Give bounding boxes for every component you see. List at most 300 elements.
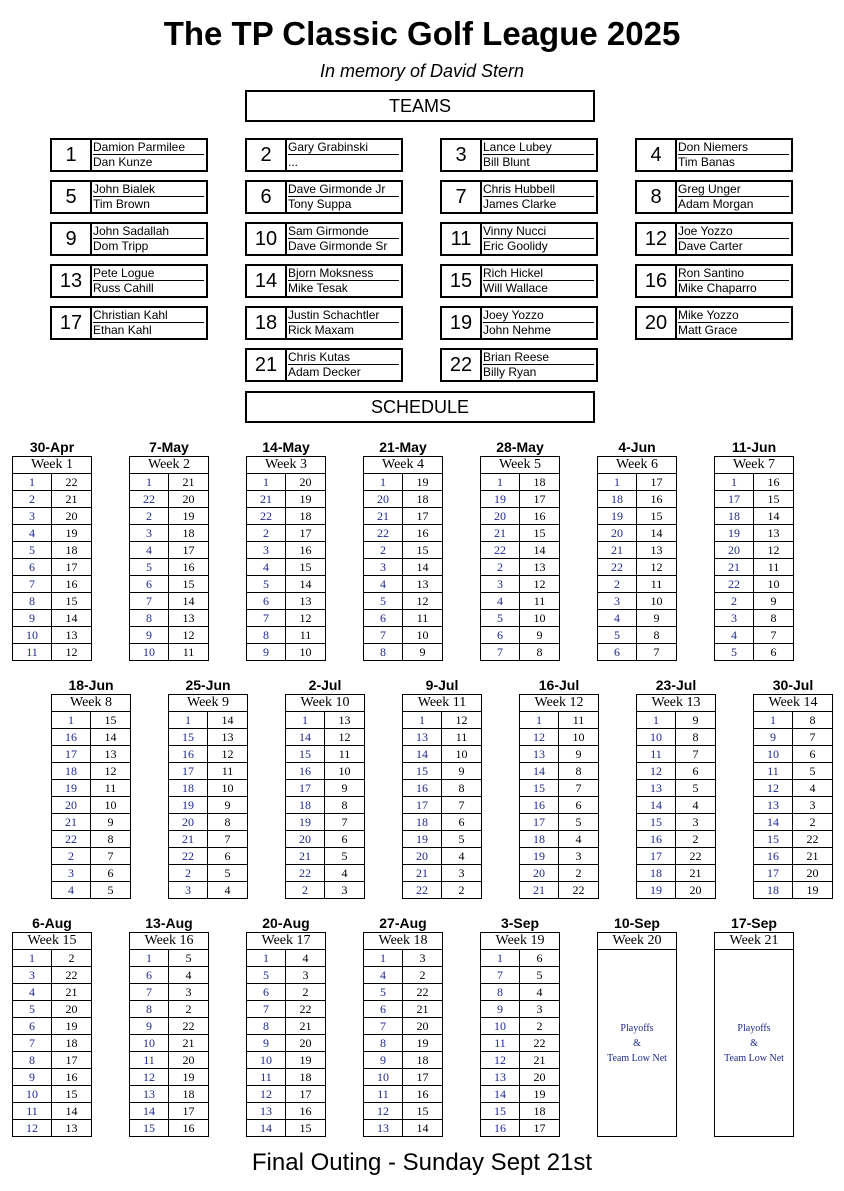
home-team: 17 bbox=[286, 780, 325, 796]
match-row bbox=[364, 950, 442, 967]
home-team: 1 bbox=[52, 712, 91, 728]
team-card bbox=[440, 222, 598, 256]
week-block bbox=[714, 915, 794, 1137]
playoffs-note-line: Team Low Net bbox=[724, 1052, 784, 1064]
team-player-2: Billy Ryan bbox=[483, 365, 537, 379]
match-row bbox=[286, 763, 364, 780]
home-team: 20 bbox=[52, 797, 91, 813]
match-row bbox=[364, 593, 442, 610]
match-row bbox=[754, 814, 832, 831]
week-date: 16-Jul bbox=[538, 677, 580, 693]
away-team: 21 bbox=[689, 866, 702, 880]
home-team: 6 bbox=[598, 644, 637, 660]
match-row bbox=[52, 729, 130, 746]
home-team: 17 bbox=[52, 746, 91, 762]
home-team: 18 bbox=[754, 882, 793, 898]
away-team: 6 bbox=[224, 849, 231, 863]
week-date: 23-Jul bbox=[655, 677, 697, 693]
match-row bbox=[13, 525, 91, 542]
home-team: 15 bbox=[130, 1120, 169, 1136]
away-team: 10 bbox=[338, 764, 351, 778]
home-team: 7 bbox=[481, 967, 520, 983]
home-team: 5 bbox=[598, 627, 637, 643]
week-label: Week 13 bbox=[637, 695, 715, 712]
match-row bbox=[169, 848, 247, 865]
away-team: 12 bbox=[338, 730, 351, 744]
away-team: 16 bbox=[533, 509, 546, 523]
match-row bbox=[598, 576, 676, 593]
home-team: 2 bbox=[13, 491, 52, 507]
away-team: 9 bbox=[419, 645, 426, 659]
away-team: 18 bbox=[533, 1104, 546, 1118]
team-player-2: Tim Brown bbox=[93, 197, 150, 211]
match-row bbox=[130, 1001, 208, 1018]
match-row bbox=[403, 729, 481, 746]
away-team: 2 bbox=[458, 883, 465, 897]
match-row bbox=[52, 865, 130, 882]
home-team: 1 bbox=[13, 950, 52, 966]
away-team: 3 bbox=[341, 883, 348, 897]
home-team: 22 bbox=[286, 865, 325, 881]
playoffs-note-line: Playoffs bbox=[737, 1022, 771, 1034]
away-team: 18 bbox=[416, 1053, 429, 1067]
away-team: 17 bbox=[299, 1087, 312, 1101]
away-team: 6 bbox=[107, 866, 114, 880]
away-team: 6 bbox=[341, 832, 348, 846]
away-team: 16 bbox=[182, 560, 195, 574]
week-label: Week 7 bbox=[715, 457, 793, 474]
away-team: 13 bbox=[533, 560, 546, 574]
week-date: 27-Aug bbox=[379, 915, 427, 931]
team-player-1: Joey Yozzo bbox=[483, 308, 594, 323]
match-row bbox=[52, 831, 130, 848]
home-team: 7 bbox=[247, 610, 286, 626]
match-row bbox=[130, 967, 208, 984]
match-row bbox=[247, 525, 325, 542]
match-row bbox=[520, 848, 598, 865]
away-team: 8 bbox=[809, 713, 816, 727]
away-team: 3 bbox=[575, 849, 582, 863]
match-row bbox=[247, 950, 325, 967]
away-team: 14 bbox=[182, 594, 195, 608]
team-player-1: Lance Lubey bbox=[483, 140, 594, 155]
match-row bbox=[13, 644, 91, 660]
away-team: 19 bbox=[182, 509, 195, 523]
match-row bbox=[169, 780, 247, 797]
away-team: 5 bbox=[458, 832, 465, 846]
match-row bbox=[364, 1103, 442, 1120]
away-team: 18 bbox=[299, 1070, 312, 1084]
away-team: 12 bbox=[104, 764, 117, 778]
away-team: 9 bbox=[536, 628, 543, 642]
home-team: 20 bbox=[481, 508, 520, 524]
away-team: 5 bbox=[692, 781, 699, 795]
away-team: 15 bbox=[65, 1087, 78, 1101]
home-team: 18 bbox=[598, 491, 637, 507]
team-player-1: Chris Kutas bbox=[288, 350, 399, 365]
team-card bbox=[440, 348, 598, 382]
match-row bbox=[481, 1103, 559, 1120]
team-player-2: Russ Cahill bbox=[93, 281, 154, 295]
team-card bbox=[440, 138, 598, 172]
home-team: 2 bbox=[364, 542, 403, 558]
match-row bbox=[520, 831, 598, 848]
week-label: Week 11 bbox=[403, 695, 481, 712]
match-row bbox=[130, 508, 208, 525]
home-team: 7 bbox=[130, 593, 169, 609]
match-row bbox=[364, 1086, 442, 1103]
match-row bbox=[481, 1120, 559, 1136]
week-label: Week 9 bbox=[169, 695, 247, 712]
match-row bbox=[520, 814, 598, 831]
home-team: 20 bbox=[598, 525, 637, 541]
away-team: 8 bbox=[341, 798, 348, 812]
match-row bbox=[247, 1035, 325, 1052]
match-row bbox=[247, 491, 325, 508]
playoffs-note-line: & bbox=[750, 1037, 758, 1049]
home-team: 9 bbox=[130, 627, 169, 643]
team-card bbox=[440, 264, 598, 298]
match-row bbox=[130, 525, 208, 542]
home-team: 12 bbox=[130, 1069, 169, 1085]
match-row bbox=[286, 729, 364, 746]
match-row bbox=[130, 1103, 208, 1120]
home-team: 4 bbox=[13, 984, 52, 1000]
match-row bbox=[403, 882, 481, 898]
team-number: 4 bbox=[637, 140, 677, 170]
week-date: 30-Apr bbox=[29, 439, 75, 455]
home-team: 1 bbox=[715, 474, 754, 490]
week-date: 30-Jul bbox=[772, 677, 814, 693]
match-row bbox=[715, 525, 793, 542]
away-team: 21 bbox=[299, 1019, 312, 1033]
away-team: 12 bbox=[650, 560, 663, 574]
team-card bbox=[50, 306, 208, 340]
home-team: 13 bbox=[754, 797, 793, 813]
team-card bbox=[635, 264, 793, 298]
week-date: 28-May bbox=[496, 439, 544, 455]
match-row bbox=[169, 746, 247, 763]
away-team: 11 bbox=[182, 645, 195, 659]
match-row bbox=[130, 1035, 208, 1052]
team-player-1: Chris Hubbell bbox=[483, 182, 594, 197]
match-row bbox=[364, 1001, 442, 1018]
match-row bbox=[520, 763, 598, 780]
home-team: 4 bbox=[52, 882, 91, 898]
away-team: 18 bbox=[533, 475, 546, 489]
match-row bbox=[754, 797, 832, 814]
week-date: 6-Aug bbox=[32, 915, 72, 931]
home-team: 7 bbox=[247, 1001, 286, 1017]
away-team: 22 bbox=[689, 849, 702, 863]
away-team: 16 bbox=[416, 526, 429, 540]
away-team: 20 bbox=[533, 1070, 546, 1084]
home-team: 1 bbox=[364, 950, 403, 966]
away-team: 20 bbox=[689, 883, 702, 897]
match-row bbox=[130, 491, 208, 508]
match-row bbox=[637, 712, 715, 729]
week-block bbox=[402, 677, 482, 899]
away-team: 13 bbox=[104, 747, 117, 761]
week-date: 2-Jul bbox=[308, 677, 342, 693]
home-team: 9 bbox=[364, 1052, 403, 1068]
team-number: 8 bbox=[637, 182, 677, 212]
away-team: 9 bbox=[653, 611, 660, 625]
match-row bbox=[247, 474, 325, 491]
week-table bbox=[597, 456, 677, 661]
week-block bbox=[129, 439, 209, 661]
match-row bbox=[247, 559, 325, 576]
week-block bbox=[636, 677, 716, 899]
away-team: 7 bbox=[575, 781, 582, 795]
team-player-1: Dave Girmonde Jr bbox=[288, 182, 399, 197]
away-team: 8 bbox=[224, 815, 231, 829]
home-team: 10 bbox=[247, 1052, 286, 1068]
match-row bbox=[598, 593, 676, 610]
home-team: 19 bbox=[169, 797, 208, 813]
home-team: 9 bbox=[481, 1001, 520, 1017]
home-team: 5 bbox=[364, 593, 403, 609]
away-team: 7 bbox=[692, 747, 699, 761]
away-team: 15 bbox=[299, 560, 312, 574]
home-team: 8 bbox=[13, 1052, 52, 1068]
home-team: 6 bbox=[364, 1001, 403, 1017]
week-block bbox=[480, 439, 560, 661]
home-team: 21 bbox=[52, 814, 91, 830]
home-team: 14 bbox=[481, 1086, 520, 1102]
match-row bbox=[13, 1035, 91, 1052]
week-table bbox=[51, 694, 131, 899]
match-row bbox=[364, 508, 442, 525]
team-card bbox=[50, 222, 208, 256]
away-team: 21 bbox=[65, 492, 78, 506]
match-row bbox=[364, 1052, 442, 1069]
match-row bbox=[52, 882, 130, 898]
match-row bbox=[481, 559, 559, 576]
home-team: 4 bbox=[247, 559, 286, 575]
match-row bbox=[130, 593, 208, 610]
match-row bbox=[130, 610, 208, 627]
match-row bbox=[715, 610, 793, 627]
match-row bbox=[13, 542, 91, 559]
away-team: 16 bbox=[299, 543, 312, 557]
away-team: 4 bbox=[575, 832, 582, 846]
team-number: 10 bbox=[247, 224, 287, 254]
team-player-1: John Bialek bbox=[93, 182, 204, 197]
home-team: 13 bbox=[520, 746, 559, 762]
away-team: 19 bbox=[533, 1087, 546, 1101]
home-team: 1 bbox=[130, 950, 169, 966]
away-team: 15 bbox=[533, 526, 546, 540]
team-player-1: Brian Reese bbox=[483, 350, 594, 365]
away-team: 11 bbox=[767, 560, 780, 574]
match-row bbox=[520, 780, 598, 797]
away-team: 18 bbox=[182, 1087, 195, 1101]
team-player-2: Mike Chaparro bbox=[678, 281, 757, 295]
week-block bbox=[519, 677, 599, 899]
team-number: 21 bbox=[247, 350, 287, 380]
away-team: 9 bbox=[224, 798, 231, 812]
home-team: 12 bbox=[364, 1103, 403, 1119]
home-team: 21 bbox=[169, 831, 208, 847]
match-row bbox=[247, 644, 325, 660]
away-team: 12 bbox=[221, 747, 234, 761]
away-team: 3 bbox=[692, 815, 699, 829]
home-team: 3 bbox=[481, 576, 520, 592]
team-card bbox=[245, 222, 403, 256]
match-row bbox=[247, 627, 325, 644]
match-row bbox=[637, 729, 715, 746]
home-team: 20 bbox=[715, 542, 754, 558]
match-row bbox=[754, 729, 832, 746]
home-team: 8 bbox=[364, 1035, 403, 1051]
away-team: 4 bbox=[536, 985, 543, 999]
team-player-2: John Nehme bbox=[483, 323, 552, 337]
home-team: 2 bbox=[286, 882, 325, 898]
home-team: 4 bbox=[364, 576, 403, 592]
week-block bbox=[246, 915, 326, 1137]
team-card bbox=[440, 306, 598, 340]
week-block bbox=[480, 915, 560, 1137]
home-team: 22 bbox=[247, 508, 286, 524]
away-team: 17 bbox=[182, 543, 195, 557]
away-team: 2 bbox=[185, 1002, 192, 1016]
away-team: 10 bbox=[767, 577, 780, 591]
away-team: 6 bbox=[536, 951, 543, 965]
away-team: 19 bbox=[416, 475, 429, 489]
home-team: 6 bbox=[130, 576, 169, 592]
week-label: Week 17 bbox=[247, 933, 325, 950]
match-row bbox=[598, 559, 676, 576]
team-card bbox=[635, 306, 793, 340]
away-team: 6 bbox=[809, 747, 816, 761]
away-team: 19 bbox=[299, 492, 312, 506]
final-outing-note: Final Outing - Sunday Sept 21st bbox=[251, 1149, 593, 1176]
team-card bbox=[245, 138, 403, 172]
match-row bbox=[481, 542, 559, 559]
home-team: 5 bbox=[715, 644, 754, 660]
away-team: 22 bbox=[182, 1019, 195, 1033]
away-team: 4 bbox=[341, 866, 348, 880]
away-team: 14 bbox=[767, 509, 780, 523]
team-player-1: John Sadallah bbox=[93, 224, 204, 239]
home-team: 1 bbox=[364, 474, 403, 490]
home-team: 19 bbox=[520, 848, 559, 864]
match-row bbox=[52, 746, 130, 763]
away-team: 20 bbox=[299, 475, 312, 489]
week-label: Week 12 bbox=[520, 695, 598, 712]
match-row bbox=[403, 712, 481, 729]
week-label: Week 4 bbox=[364, 457, 442, 474]
match-row bbox=[598, 627, 676, 644]
away-team: 13 bbox=[650, 543, 663, 557]
home-team: 7 bbox=[481, 644, 520, 660]
match-row bbox=[598, 491, 676, 508]
match-row bbox=[715, 644, 793, 660]
away-team: 19 bbox=[65, 526, 78, 540]
home-team: 1 bbox=[403, 712, 442, 728]
away-team: 11 bbox=[299, 628, 312, 642]
team-card bbox=[245, 264, 403, 298]
home-team: 1 bbox=[13, 474, 52, 490]
away-team: 2 bbox=[68, 951, 75, 965]
match-row bbox=[754, 882, 832, 898]
away-team: 7 bbox=[653, 645, 660, 659]
team-player-2: Dan Kunze bbox=[93, 155, 153, 169]
match-row bbox=[286, 814, 364, 831]
home-team: 5 bbox=[130, 559, 169, 575]
away-team: 3 bbox=[536, 1002, 543, 1016]
match-row bbox=[520, 729, 598, 746]
away-team: 3 bbox=[809, 798, 816, 812]
away-team: 19 bbox=[416, 1036, 429, 1050]
week-table bbox=[714, 932, 794, 1137]
match-row bbox=[364, 525, 442, 542]
away-team: 20 bbox=[182, 1053, 195, 1067]
away-team: 10 bbox=[650, 594, 663, 608]
home-team: 3 bbox=[247, 542, 286, 558]
home-team: 21 bbox=[520, 882, 559, 898]
away-team: 21 bbox=[416, 1002, 429, 1016]
week-table bbox=[246, 456, 326, 661]
away-team: 3 bbox=[419, 951, 426, 965]
home-team: 4 bbox=[598, 610, 637, 626]
match-row bbox=[13, 627, 91, 644]
match-row bbox=[130, 1086, 208, 1103]
week-label: Week 14 bbox=[754, 695, 832, 712]
away-team: 16 bbox=[650, 492, 663, 506]
match-row bbox=[481, 491, 559, 508]
away-team: 20 bbox=[65, 509, 78, 523]
week-block bbox=[129, 915, 209, 1137]
home-team: 15 bbox=[403, 763, 442, 779]
away-team: 17 bbox=[416, 1070, 429, 1084]
match-row bbox=[130, 576, 208, 593]
home-team: 21 bbox=[364, 508, 403, 524]
home-team: 18 bbox=[715, 508, 754, 524]
week-table bbox=[480, 932, 560, 1137]
team-player-1: Sam Girmonde bbox=[288, 224, 399, 239]
home-team: 21 bbox=[286, 848, 325, 864]
team-player-2: Mike Tesak bbox=[288, 281, 348, 295]
match-row bbox=[52, 848, 130, 865]
away-team: 6 bbox=[692, 764, 699, 778]
away-team: 19 bbox=[806, 883, 819, 897]
away-team: 3 bbox=[302, 968, 309, 982]
away-team: 15 bbox=[416, 543, 429, 557]
team-card bbox=[50, 138, 208, 172]
away-team: 18 bbox=[299, 509, 312, 523]
schedule-heading: SCHEDULE bbox=[245, 391, 595, 423]
home-team: 11 bbox=[247, 1069, 286, 1085]
home-team: 16 bbox=[403, 780, 442, 796]
week-table bbox=[12, 932, 92, 1137]
away-team: 10 bbox=[455, 747, 468, 761]
team-card bbox=[245, 348, 403, 382]
away-team: 18 bbox=[416, 492, 429, 506]
week-label: Week 20 bbox=[598, 933, 676, 950]
home-team: 3 bbox=[169, 882, 208, 898]
team-card bbox=[50, 264, 208, 298]
home-team: 22 bbox=[715, 576, 754, 592]
match-row bbox=[481, 593, 559, 610]
home-team: 16 bbox=[637, 831, 676, 847]
home-team: 6 bbox=[247, 984, 286, 1000]
match-row bbox=[247, 1086, 325, 1103]
team-number: 14 bbox=[247, 266, 287, 296]
home-team: 7 bbox=[13, 576, 52, 592]
team-player-1: Justin Schachtler bbox=[288, 308, 399, 323]
